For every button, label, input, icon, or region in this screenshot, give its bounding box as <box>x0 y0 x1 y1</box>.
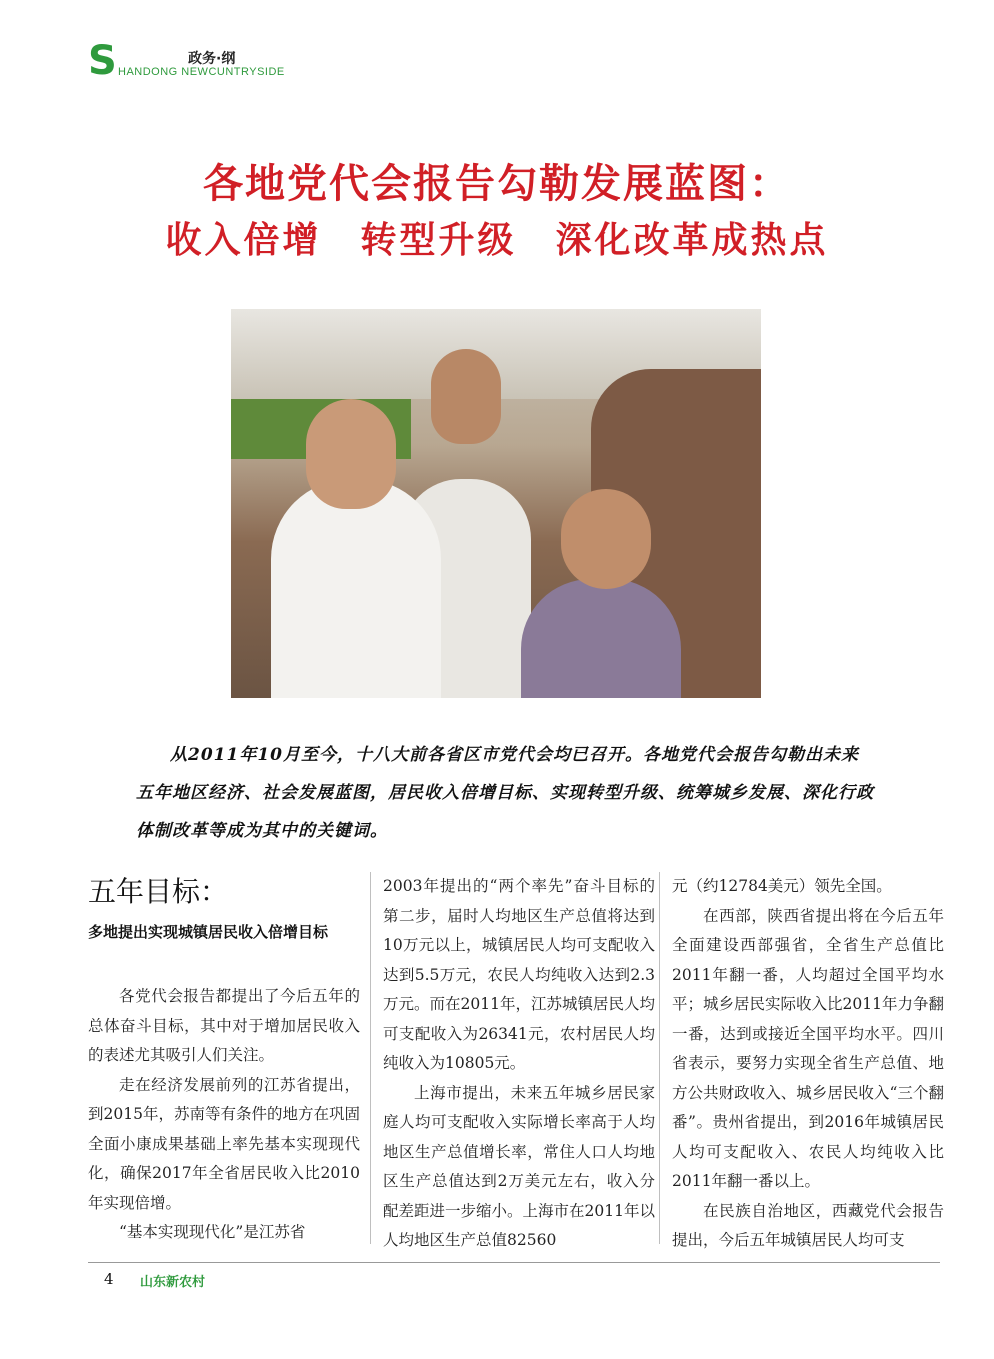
photo-person-1 <box>271 479 441 698</box>
section-heading: 五年目标： <box>88 875 229 908</box>
footer-rule <box>88 1262 940 1263</box>
magazine-subtitle: HANDONG NEWCUNTRYSIDE <box>118 66 285 78</box>
article-photo <box>231 309 761 698</box>
paragraph: 上海市提出，未来五年城乡居民家庭人均可支配收入实际增长率高于人均地区生产总值增长率，常住人口人均地区生产总值达到2万美元左右，收入分配差距进一步缩小。上海市在2011年以人均地区生产总值82560 <box>383 1083 655 1249</box>
section-subheading: 多地提出实现城镇居民收入倍增目标 <box>88 923 329 941</box>
text-column-3 <box>672 872 944 1256</box>
column-divider <box>370 872 371 1244</box>
photo-woman <box>521 579 681 698</box>
paragraph: 在民族自治地区，西藏党代会报告提出，今后五年城镇居民人均可支 <box>672 1201 944 1249</box>
photo-person-2-head <box>431 349 501 444</box>
page-number: 4 <box>104 1270 114 1288</box>
section-tag: 政务·纲 <box>188 51 236 67</box>
paragraph: 各党代会报告都提出了今后五年的总体奋斗目标，其中对于增加居民收入的表述尤其吸引人们关注。 <box>88 987 360 1064</box>
photo-woman-head <box>561 489 651 589</box>
article-title-line2: 收入倍增 转型升级 深化改革成热点 <box>165 220 829 261</box>
article-intro: 从2011年10月至今，十八大前各省区市党代会均已召开。各地党代会报告勾勒出未来五年地区经济、社会发展蓝图，居民收入倍增目标、实现转型升级、统筹城乡发展、深化行政体制改革等成为其中的关键词。 <box>136 745 874 841</box>
column-divider <box>659 872 660 1244</box>
paragraph: 走在经济发展前列的江苏省提出，到2015年，苏南等有条件的地方在巩固全面小康成果基础上率先基本实现现代化，确保2017年全省居民收入比2010年实现倍增。 <box>88 1075 360 1212</box>
paragraph: 在西部，陕西省提出将在今后五年全面建设西部强省，全省生产总值比2011年翻一番，人均超过全国平均水平；城乡居民实际收入比2011年力争翻一番，达到或接近全国平均水平。四川省表示，要努力实现全省生产总值、地方公共财政收入、城乡居民收入“三个翻番”。贵州省提出，到2016年城镇居民人均可支配收入、农民人均纯收入比2011年翻一番以上。 <box>672 906 944 1190</box>
footer-brand-logo: 山东新农村 <box>140 1275 206 1290</box>
paragraph: 2003年提出的“两个率先”奋斗目标的第二步，届时人均地区生产总值将达到10万元以上，城镇居民人均可支配收入达到5.5万元，农民人均纯收入达到2.3万元。而在2011年，江苏城镇居民人均可支配收入为26341元，农村居民人均纯收入为10805元。 <box>383 877 655 1072</box>
paragraph: “基本实现现代化”是江苏省 <box>119 1223 306 1241</box>
text-column-2 <box>383 872 655 1256</box>
article-title-line1: 各地党代会报告勾勒发展蓝图： <box>203 161 791 207</box>
photo-person-1-head <box>306 399 396 509</box>
paragraph: 元（约12784美元）领先全国。 <box>672 877 892 895</box>
text-column-1 <box>88 872 360 1248</box>
magazine-logo: S <box>88 38 117 84</box>
magazine-header <box>88 38 348 88</box>
